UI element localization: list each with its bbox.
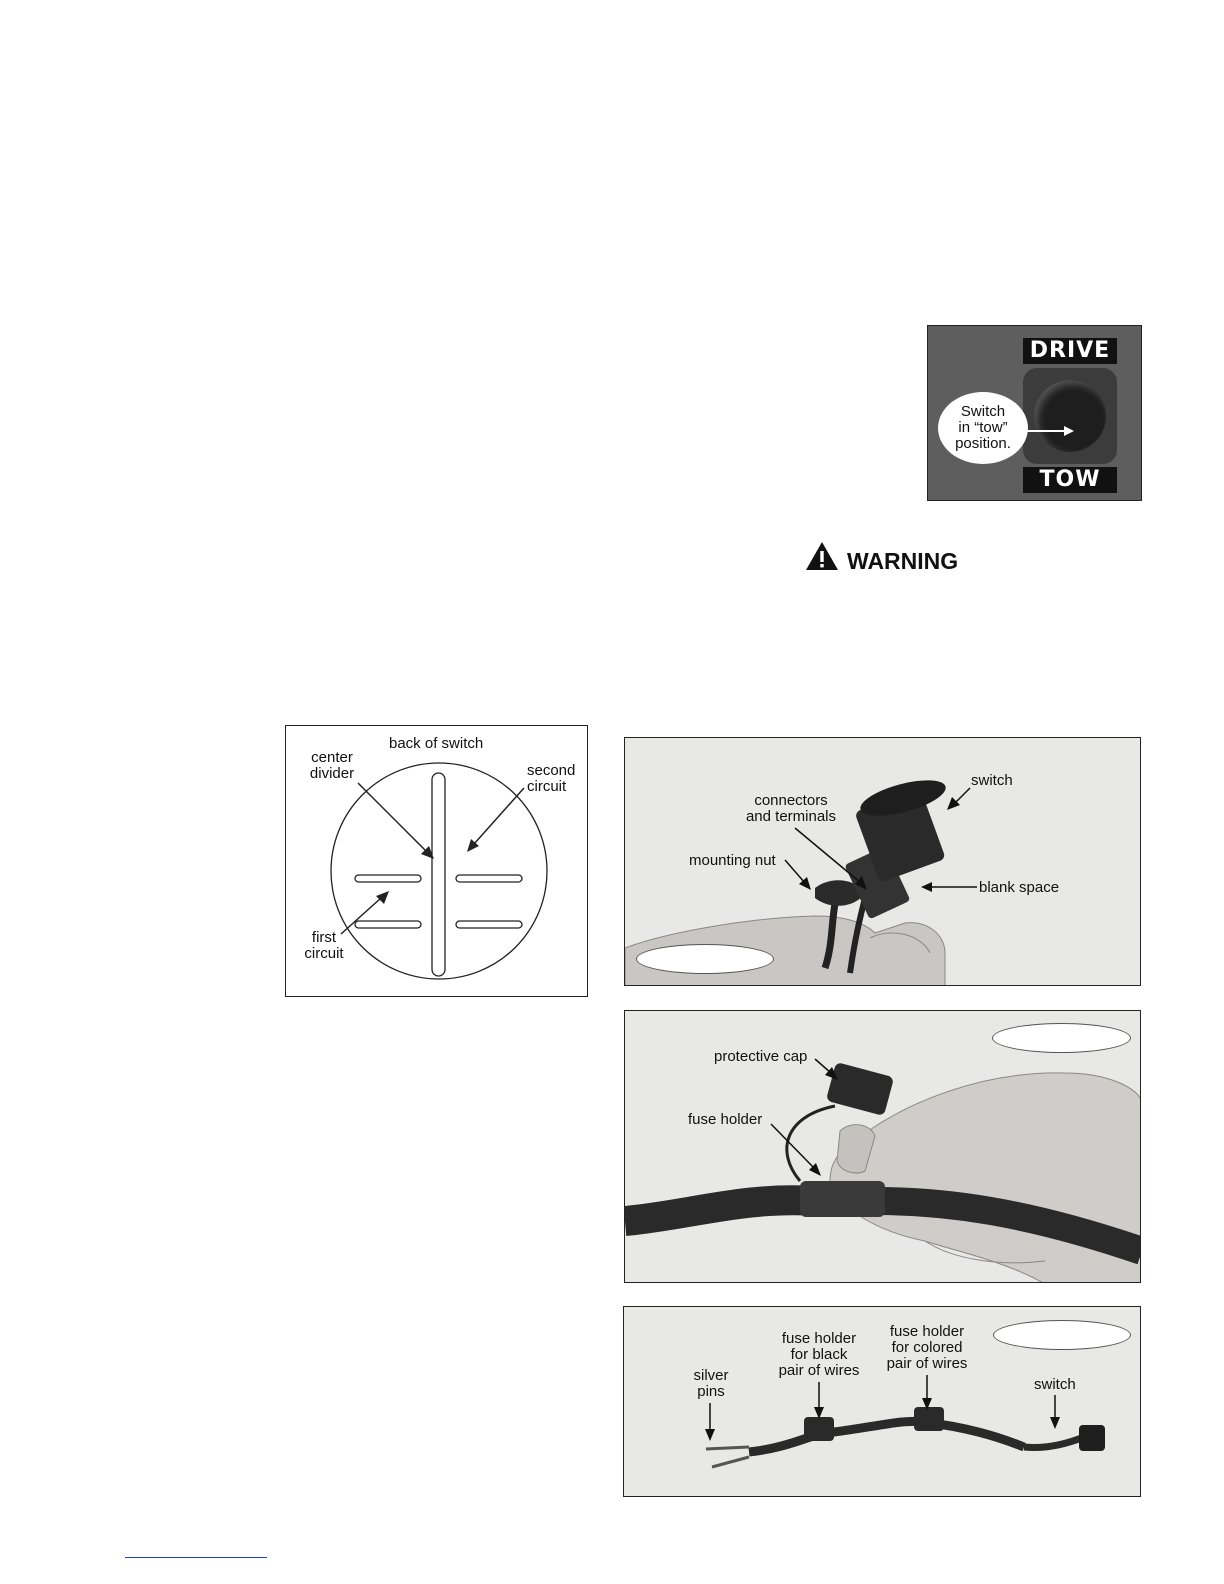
drive-tow-switch-photo bbox=[927, 325, 1142, 501]
warning-heading: WARNING bbox=[847, 548, 959, 574]
tow-label: TOW bbox=[1023, 467, 1117, 493]
figure-label-oval bbox=[993, 1320, 1131, 1350]
back-of-switch-diagram bbox=[285, 725, 588, 997]
first-circuit-label bbox=[294, 930, 354, 962]
protective-cap-label: protective cap bbox=[714, 1048, 808, 1065]
first-circuit-line-2: circuit bbox=[304, 945, 344, 962]
switch-assembly-photo bbox=[624, 737, 1141, 986]
diagram-title: back of switch bbox=[389, 735, 484, 752]
blank-space-label: blank space bbox=[979, 879, 1060, 896]
harness-switch-label: switch bbox=[1034, 1376, 1076, 1393]
fuse-colored-line-2: for colored bbox=[891, 1339, 963, 1356]
fuse-holder-label: fuse holder bbox=[688, 1111, 763, 1128]
silver-pins-label bbox=[685, 1368, 737, 1400]
center-divider-line-2: divider bbox=[309, 765, 355, 782]
fuse-holder-photo bbox=[624, 1010, 1141, 1283]
connectors-line-1: connectors bbox=[754, 792, 828, 809]
second-circuit-label bbox=[527, 763, 575, 795]
first-circuit-line-1: first bbox=[311, 929, 337, 946]
callout-line-1: Switch bbox=[960, 403, 1006, 420]
fuse-black-line-3: pair of wires bbox=[778, 1362, 860, 1379]
center-divider-label bbox=[304, 750, 360, 782]
warning-triangle-icon bbox=[804, 540, 840, 572]
connectors-line-2: and terminals bbox=[745, 808, 837, 825]
switch-label: switch bbox=[971, 772, 1013, 789]
callout-line-2: in “tow” bbox=[958, 419, 1008, 436]
fuse-black-line-1: fuse holder bbox=[781, 1330, 857, 1347]
fuse-colored-line-3: pair of wires bbox=[886, 1355, 968, 1372]
center-divider-line-1: center bbox=[311, 749, 353, 766]
fuse-colored-label bbox=[877, 1324, 977, 1372]
footnote-rule bbox=[125, 1557, 267, 1558]
fuse-black-line-2: for black bbox=[790, 1346, 848, 1363]
connectors-label bbox=[741, 793, 841, 825]
figure-label-oval bbox=[992, 1023, 1131, 1053]
fuse-colored-line-1: fuse holder bbox=[889, 1323, 965, 1340]
callout-line-3: position. bbox=[955, 435, 1011, 452]
silver-pins-line-2: pins bbox=[697, 1383, 725, 1400]
figure-label-oval bbox=[636, 944, 774, 974]
silver-pins-line-1: silver bbox=[693, 1367, 729, 1384]
second-circuit-line-1: second bbox=[527, 762, 576, 779]
second-circuit-line-2: circuit bbox=[527, 778, 567, 795]
mounting-nut-label: mounting nut bbox=[689, 852, 776, 869]
callout-arrow bbox=[928, 326, 1142, 501]
wire-harness-photo bbox=[623, 1306, 1141, 1497]
drive-label: DRIVE bbox=[1023, 338, 1117, 364]
fuse-black-label bbox=[769, 1331, 869, 1379]
